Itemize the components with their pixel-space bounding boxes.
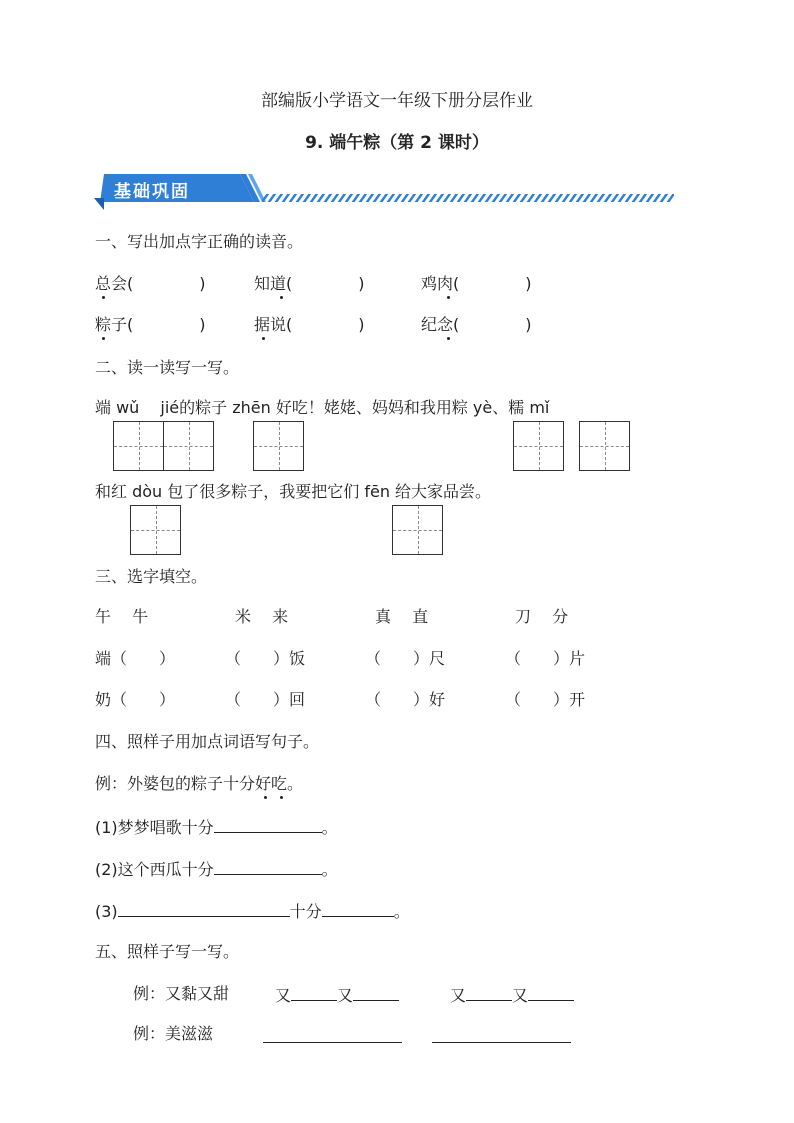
paren-open: ( bbox=[286, 274, 293, 293]
q5-example-1: 例：又黏又甜 bbox=[133, 984, 230, 1003]
q3-chars: 午 牛 bbox=[95, 607, 149, 626]
q1-item bbox=[421, 315, 532, 335]
q3-blank[interactable]: （ ）片 bbox=[505, 649, 586, 668]
pattern-char: 又 bbox=[275, 986, 292, 1005]
q3-blank[interactable]: 端（ ） bbox=[95, 649, 176, 668]
answer-line[interactable] bbox=[432, 1042, 571, 1043]
q3-blank[interactable]: （ ）饭 bbox=[225, 649, 306, 668]
emphasis-dot bbox=[447, 337, 450, 340]
answer-line[interactable] bbox=[466, 984, 512, 1001]
answer-line[interactable] bbox=[322, 900, 394, 917]
q2-line2: 和红 dòu 包了很多粽子，我要把它们 fēn 给大家品尝。 bbox=[95, 482, 492, 501]
pattern-char: 又 bbox=[512, 986, 529, 1005]
q1-item bbox=[95, 274, 206, 294]
q5-example-2: 例：美滋滋 bbox=[133, 1024, 214, 1043]
q3-chars: 米 来 bbox=[235, 607, 289, 626]
writing-grid[interactable] bbox=[130, 505, 181, 555]
emphasis-dot bbox=[102, 337, 105, 340]
pattern-char: 又 bbox=[337, 986, 354, 1005]
q3-chars: 真 直 bbox=[375, 607, 429, 626]
answer-line[interactable] bbox=[214, 858, 322, 875]
sentence-suffix: 。 bbox=[321, 818, 338, 837]
paren-open: ( bbox=[286, 315, 293, 334]
paren-close: ) bbox=[358, 315, 365, 334]
q4-sentence-2 bbox=[95, 858, 338, 880]
q1-word: 知道 bbox=[254, 274, 287, 293]
q1-word: 纪念 bbox=[421, 315, 454, 334]
q1-item bbox=[421, 274, 532, 294]
q5-pattern-2 bbox=[450, 984, 574, 1006]
sentence-suffix: 。 bbox=[321, 860, 338, 879]
answer-line[interactable] bbox=[353, 984, 399, 1001]
sentence-suffix: 。 bbox=[393, 902, 410, 921]
q3-blank[interactable]: 奶（ ） bbox=[95, 690, 176, 709]
q4-sentence-1 bbox=[95, 816, 338, 838]
writing-grid[interactable] bbox=[579, 421, 630, 471]
paren-close: ) bbox=[358, 274, 365, 293]
sentence-mid: 十分 bbox=[289, 902, 322, 921]
banner-stripes bbox=[262, 194, 674, 202]
answer-line[interactable] bbox=[118, 900, 290, 917]
paren-open: ( bbox=[453, 315, 460, 334]
pattern-char: 又 bbox=[450, 986, 467, 1005]
q1-word: 鸡肉 bbox=[421, 274, 454, 293]
paren-open: ( bbox=[453, 274, 460, 293]
lesson-subtitle: 9. 端午粽（第 2 课时） bbox=[305, 133, 489, 153]
q1-item bbox=[95, 315, 206, 335]
sentence-prefix: (1)梦梦唱歌十分 bbox=[95, 818, 214, 837]
sentence-prefix: (3) bbox=[95, 902, 118, 921]
q2-line1: 端 wǔ jié的粽子 zhēn 好吃！姥姥、妈妈和我用粽 yè、糯 mǐ bbox=[95, 398, 550, 417]
q3-blank[interactable]: （ ）尺 bbox=[365, 649, 446, 668]
paren-open: ( bbox=[127, 315, 134, 334]
answer-line[interactable] bbox=[214, 816, 322, 833]
answer-line[interactable] bbox=[528, 984, 574, 1001]
q1-heading: 一、写出加点字正确的读音。 bbox=[95, 232, 304, 251]
q1-word: 粽子 bbox=[95, 315, 128, 334]
writing-grid[interactable] bbox=[392, 505, 443, 555]
q3-chars: 刀 分 bbox=[515, 607, 569, 626]
document-title: 部编版小学语文一年级下册分层作业 bbox=[261, 91, 533, 111]
answer-line[interactable] bbox=[263, 1042, 402, 1043]
q3-heading: 三、选字填空。 bbox=[95, 567, 208, 586]
q4-example: 例：外婆包的粽子十分好吃。 bbox=[95, 774, 304, 793]
answer-line[interactable] bbox=[291, 984, 337, 1001]
writing-grid[interactable] bbox=[253, 421, 304, 471]
writing-grid[interactable] bbox=[163, 421, 214, 471]
emphasis-dot bbox=[280, 796, 283, 799]
q1-word: 总会 bbox=[95, 274, 128, 293]
paren-close: ) bbox=[199, 315, 206, 334]
sentence-prefix: (2)这个西瓜十分 bbox=[95, 860, 214, 879]
q3-blank[interactable]: （ ）好 bbox=[365, 690, 446, 709]
emphasis-dot bbox=[262, 337, 265, 340]
q4-sentence-3 bbox=[95, 900, 410, 922]
paren-close: ) bbox=[525, 315, 532, 334]
paren-open: ( bbox=[127, 274, 134, 293]
banner-label: 基础巩固 bbox=[114, 182, 190, 202]
q4-heading: 四、照样子用加点词语写句子。 bbox=[95, 732, 320, 751]
section-banner bbox=[94, 170, 676, 212]
q2-heading: 二、读一读写一写。 bbox=[95, 358, 240, 377]
emphasis-dot bbox=[280, 296, 283, 299]
emphasis-dot bbox=[447, 296, 450, 299]
q5-heading: 五、照样子写一写。 bbox=[95, 942, 240, 961]
writing-grid[interactable] bbox=[513, 421, 564, 471]
paren-close: ) bbox=[199, 274, 206, 293]
writing-grid[interactable] bbox=[113, 421, 164, 471]
q3-blank[interactable]: （ ）开 bbox=[505, 690, 586, 709]
emphasis-dot bbox=[264, 796, 267, 799]
emphasis-dot bbox=[102, 296, 105, 299]
q3-blank[interactable]: （ ）回 bbox=[225, 690, 306, 709]
q1-item bbox=[254, 315, 365, 335]
paren-close: ) bbox=[525, 274, 532, 293]
q1-word: 据说 bbox=[254, 315, 287, 334]
q1-item bbox=[254, 274, 365, 294]
q5-pattern-1 bbox=[275, 984, 399, 1006]
